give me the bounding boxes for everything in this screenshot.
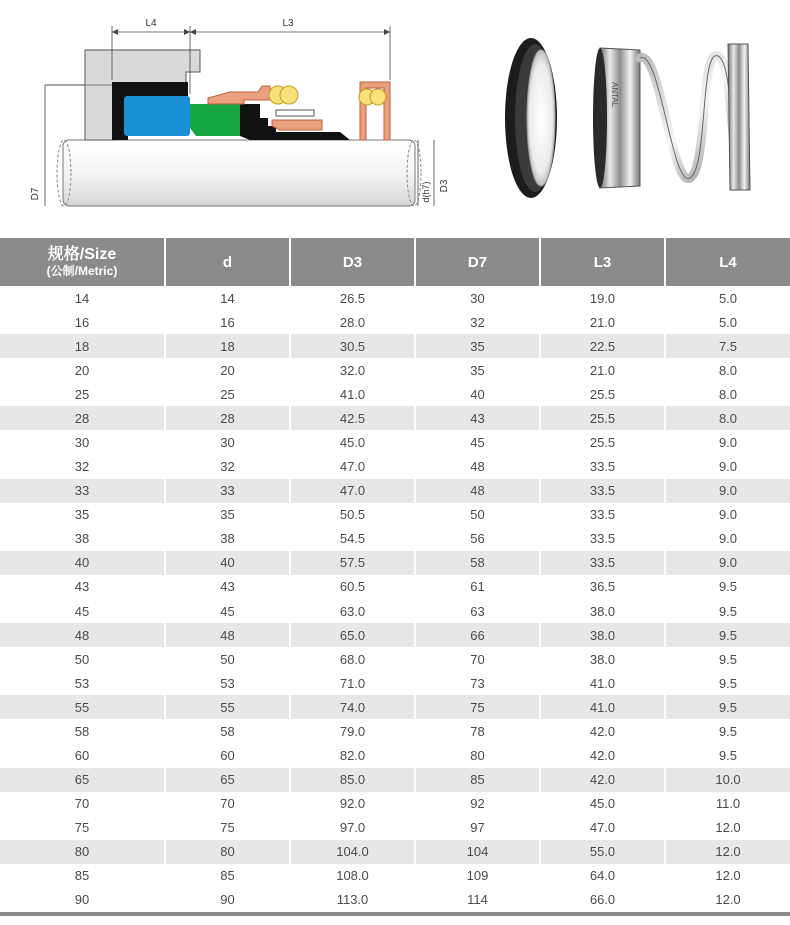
cell-size: 20 [0,358,165,382]
cell-d3: 104.0 [290,840,415,864]
cell-size: 16 [0,310,165,334]
cell-d7: 61 [415,575,540,599]
cell-l4: 12.0 [715,868,741,884]
label-d7: D7 [30,187,41,201]
cell-d: 45 [165,599,290,623]
cell-d7: 85 [415,768,540,792]
cell-size: 48 [0,623,165,647]
cell-d: 60 [165,743,290,767]
cell-l4: 12.0 [665,840,790,864]
cell-d: 43 [165,575,290,599]
cell-l4: 9.5 [718,579,738,595]
cell-d7: 75 [415,695,540,719]
brand-mark: ANTAL [610,82,619,108]
cell-d7: 66 [415,623,540,647]
cell-d7: 104 [415,840,540,864]
cell-d3: 92.0 [290,792,415,816]
cross-section-drawing [30,18,450,206]
cell-d7: 109 [415,864,540,888]
table-row [0,527,790,551]
table-row [0,406,790,430]
cell-d3: 85.0 [290,768,415,792]
cell-l3: 25.5 [540,382,665,406]
table-row [0,334,790,358]
cell-l3: 55.0 [540,840,665,864]
cell-d3: 47.0 [290,479,415,503]
cell-d7: 73 [415,671,540,695]
cell-d3: 63.0 [290,599,415,623]
cell-l3: 33.5 [540,551,665,575]
table-row [0,864,790,888]
header-d3: D3 [290,238,415,286]
cell-d7: 35 [415,334,540,358]
cell-l3: 25.5 [540,430,665,454]
cell-size: 70 [0,792,165,816]
cell-size: 53 [0,671,165,695]
cell-d3: 28.0 [290,310,415,334]
cell-d7: 63 [415,599,540,623]
cell-l4: 9.5 [718,651,738,667]
cell-d: 28 [165,406,290,430]
cell-l3: 25.5 [540,406,665,430]
cell-l3: 33.5 [540,455,665,479]
cell-size: 25 [0,382,165,406]
seat-face-photo [527,50,555,186]
table-row [0,382,790,406]
cell-d3: 41.0 [290,382,415,406]
cell-l3: 66.0 [540,888,665,914]
spring-coil-4 [370,89,386,105]
label-l4: L4 [145,18,157,29]
specification-table [0,238,790,916]
seal-drawing-and-photo [0,0,790,238]
table-row [0,599,790,623]
table-row [0,768,790,792]
shaft-shape [63,140,415,206]
cell-d: 80 [165,840,290,864]
table-row [0,888,790,914]
cell-d: 18 [165,334,290,358]
cell-d: 14 [165,286,290,310]
cell-l4: 9.5 [718,748,738,764]
table-row [0,455,790,479]
table-row [0,310,790,334]
table-row [0,743,790,767]
cell-l3: 45.0 [540,792,665,816]
cell-d7: 56 [415,527,540,551]
cell-d7: 40 [415,382,540,406]
table-header-row [0,238,790,286]
table-row [0,551,790,575]
label-l3: L3 [282,18,294,29]
cell-l4: 9.0 [718,459,738,475]
cell-l3: 47.0 [540,816,665,840]
cell-l4: 9.5 [718,603,738,619]
cell-d: 55 [165,695,290,719]
cell-d3: 32.0 [290,358,415,382]
cell-l4: 8.0 [718,362,738,378]
cell-size: 85 [0,864,165,888]
cell-l4: 11.0 [715,796,741,812]
cell-size: 80 [0,840,165,864]
cell-size: 32 [0,455,165,479]
cell-size: 30 [0,430,165,454]
cell-d7: 43 [415,406,540,430]
cell-l4: 9.0 [718,507,738,523]
cell-l4: 10.0 [665,768,790,792]
cell-l3: 21.0 [540,310,665,334]
cell-d3: 54.5 [290,527,415,551]
cell-l4: 8.0 [718,386,738,402]
cell-d: 33 [165,479,290,503]
header-size-label: 规格/Size [47,245,117,263]
cell-l4: 9.5 [665,695,790,719]
cell-d7: 80 [415,743,540,767]
cell-size: 65 [0,768,165,792]
cell-l4: 9.0 [718,435,738,450]
cell-l4: 9.5 [718,723,738,739]
cell-d7: 30 [415,286,540,310]
stationary-ring [124,96,190,136]
table-row [0,358,790,382]
spring-guide [276,110,314,116]
cell-size: 58 [0,719,165,743]
cell-d3: 26.5 [290,286,415,310]
cell-d3: 30.5 [290,334,415,358]
cell-d3: 42.5 [290,406,415,430]
drive-band [272,120,322,130]
cell-l4: 5.0 [718,290,738,306]
cell-d: 30 [165,430,290,454]
table-row [0,430,790,454]
cell-size: 43 [0,575,165,599]
cell-size: 28 [0,406,165,430]
cell-l3: 42.0 [540,743,665,767]
cell-d: 65 [165,768,290,792]
cell-size: 45 [0,599,165,623]
cell-l4: 9.5 [665,623,790,647]
cell-size: 75 [0,816,165,840]
cell-size: 40 [0,551,165,575]
table-row [0,816,790,840]
table-row [0,719,790,743]
cell-l3: 42.0 [540,719,665,743]
cell-l4: 7.5 [665,334,790,358]
cell-d7: 114 [415,888,540,914]
cell-d: 50 [165,647,290,671]
cell-d3: 57.5 [290,551,415,575]
cell-size: 55 [0,695,165,719]
cell-size: 18 [0,334,165,358]
cell-d: 48 [165,623,290,647]
label-d-h7: d(h7) [421,181,431,203]
cell-size: 33 [0,479,165,503]
cell-d3: 79.0 [290,719,415,743]
cell-d7: 92 [415,792,540,816]
cell-l4: 9.0 [665,479,790,503]
cell-d3: 74.0 [290,695,415,719]
cell-d: 85 [165,864,290,888]
cell-size: 38 [0,527,165,551]
cell-l3: 36.5 [540,575,665,599]
cell-l3: 38.0 [540,623,665,647]
cell-l4: 12.0 [715,820,741,836]
cell-l4: 9.0 [665,551,790,575]
cell-size: 90 [0,888,165,914]
cell-l3: 41.0 [540,695,665,719]
cell-size: 50 [0,647,165,671]
cell-l3: 33.5 [540,527,665,551]
cell-d7: 35 [415,358,540,382]
cell-d3: 113.0 [290,888,415,914]
cell-l4: 9.0 [718,531,738,547]
cell-d7: 48 [415,479,540,503]
table-row [0,623,790,647]
table-row [0,647,790,671]
cell-l4: 9.5 [718,675,738,691]
cell-l3: 41.0 [540,671,665,695]
cell-d7: 32 [415,310,540,334]
retainer [208,86,270,104]
table-body [0,286,790,914]
cell-l3: 64.0 [540,864,665,888]
cell-l3: 22.5 [540,334,665,358]
spring-coil-2 [280,86,298,104]
header-l3: L3 [540,238,665,286]
cell-l4: 8.0 [665,406,790,430]
cell-d: 20 [165,358,290,382]
cell-d: 90 [165,888,290,914]
cell-l3: 38.0 [540,599,665,623]
cell-l3: 19.0 [540,286,665,310]
product-photo [505,38,750,198]
cell-d7: 97 [415,816,540,840]
table-row [0,792,790,816]
cell-d3: 108.0 [290,864,415,888]
cell-d: 16 [165,310,290,334]
cell-d3: 71.0 [290,671,415,695]
head-face-photo [593,48,607,188]
cell-d: 40 [165,551,290,575]
table-row [0,575,790,599]
cell-d: 38 [165,527,290,551]
cell-l3: 38.0 [540,647,665,671]
table-row [0,840,790,864]
cell-d3: 68.0 [290,647,415,671]
cell-d7: 45 [415,430,540,454]
header-d: d [165,238,290,286]
table-row [0,286,790,310]
cell-d: 25 [165,382,290,406]
cell-d3: 60.5 [290,575,415,599]
cell-l3: 33.5 [540,503,665,527]
label-d3: D3 [439,179,450,193]
header-size [0,238,165,286]
cell-d3: 65.0 [290,623,415,647]
header-l4: L4 [665,238,790,286]
table-row [0,503,790,527]
cell-size: 60 [0,743,165,767]
cell-d: 75 [165,816,290,840]
cell-d7: 78 [415,719,540,743]
cell-size: 35 [0,503,165,527]
cell-size: 14 [0,286,165,310]
cell-d3: 45.0 [290,430,415,454]
cell-d7: 70 [415,647,540,671]
cell-d: 70 [165,792,290,816]
header-d7: D7 [415,238,540,286]
cell-d7: 50 [415,503,540,527]
cell-d: 32 [165,455,290,479]
header-size-sublabel: (公制/Metric) [46,263,118,278]
spring-retainer-photo [728,44,750,190]
table-row [0,695,790,719]
cell-d7: 48 [415,455,540,479]
cell-d3: 82.0 [290,743,415,767]
cell-l3: 42.0 [540,768,665,792]
cell-l3: 33.5 [540,479,665,503]
cell-d: 53 [165,671,290,695]
product-figure [0,0,790,238]
cell-l4: 12.0 [665,888,790,914]
cell-d3: 50.5 [290,503,415,527]
table-row [0,671,790,695]
cell-d7: 58 [415,551,540,575]
cell-l3: 21.0 [540,358,665,382]
cell-l4: 5.0 [718,314,738,330]
cell-d3: 47.0 [290,455,415,479]
table-row [0,479,790,503]
cell-d: 35 [165,503,290,527]
cell-d: 58 [165,719,290,743]
cell-d3: 97.0 [290,816,415,840]
